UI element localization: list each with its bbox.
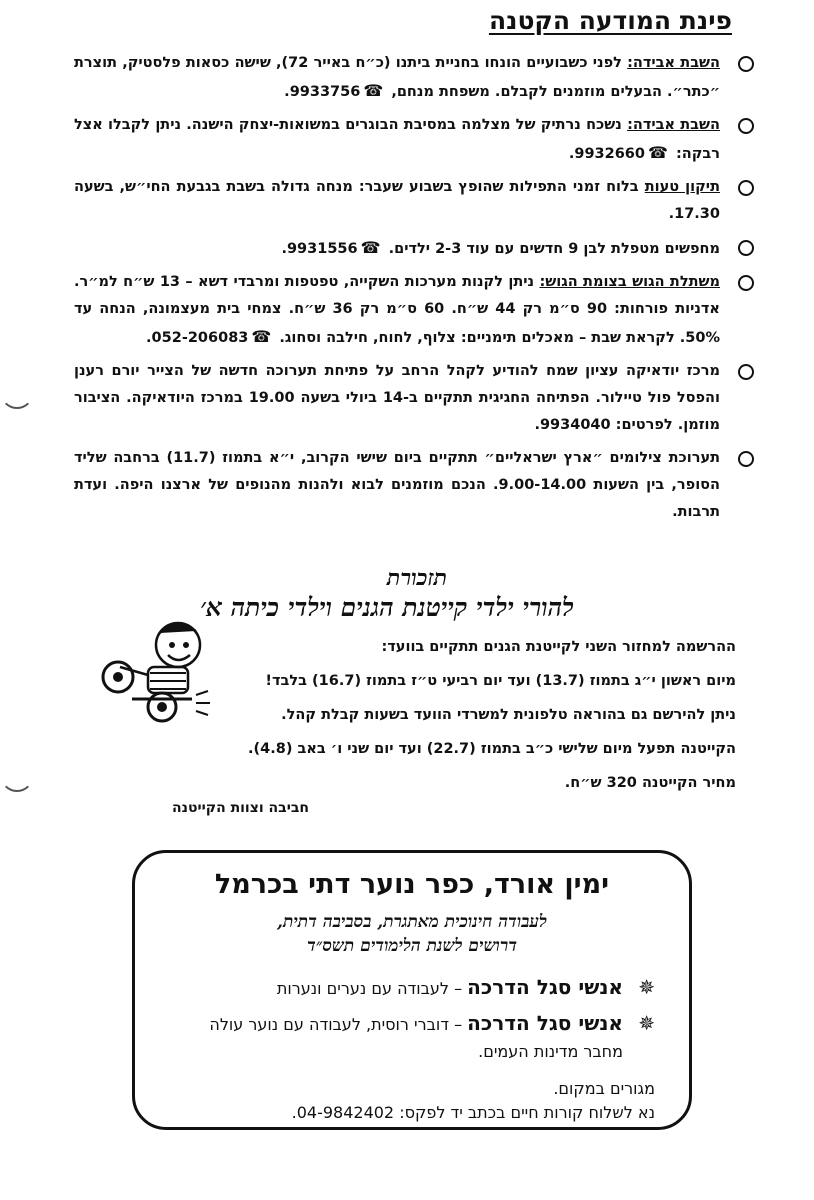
camp-line: הקייטנה תפעל מיום שלישי כ״ב בתמוז (22.7) ועד יום שני ו׳ באב (4.8). — [247, 741, 736, 757]
circle-bullet-icon — [738, 180, 754, 196]
punch-hole-mark — [0, 375, 34, 409]
telephone-icon: ☎ — [251, 327, 272, 346]
camp-notice-body — [136, 630, 736, 800]
ad-text: תערוכת צילומים ״ארץ ישראליים״ תתקיים ביום שישי הקרוב, י״א בתמוז (11.7) ברחבה שליד הסופר, בין השעות 9.00-14.00. הנכם מוזמנים לבוא ולהנות מהנופים של ארצנו היפה. ועדת תרבות. — [74, 450, 721, 520]
ad-heading: השבת אבידה: — [627, 55, 720, 71]
punch-hole-mark — [0, 758, 34, 792]
camp-line: ניתן להירשם גם בהוראה טלפונית למשרדי הוועד בשעות קבלת קהל. — [281, 707, 736, 723]
ad-phone: 052-206083. — [146, 330, 249, 346]
circle-bullet-icon — [738, 118, 754, 134]
job-positions-list — [169, 974, 655, 1065]
ad-phone: 9933756. — [284, 84, 361, 100]
telephone-icon: ☎ — [363, 81, 384, 100]
ad-item — [74, 234, 754, 263]
ad-item — [74, 112, 754, 168]
telephone-icon: ☎ — [360, 238, 381, 257]
job-contact-line: נא לשלוח קורות חיים בכתב יד לפקס: 04-9842402. — [291, 1103, 655, 1122]
job-role: אנשי סגל הדרכה — [467, 1011, 623, 1035]
camp-signature: חביבה וצוות הקייטנה — [172, 800, 309, 816]
circle-bullet-icon — [738, 451, 754, 467]
job-ad-subtitle: לעבודה חינוכית מאתגרת, בסביבה דתית, — [277, 912, 547, 932]
ad-item — [74, 358, 754, 439]
ad-text: בלוח זמני התפילות שהופץ בשבוע שעבר: מנחה גדולה בשבת בגבעת החי״ש, בשעה 17.30. — [74, 179, 720, 222]
ad-item — [74, 269, 754, 352]
job-ad-subtitle: דרושים לשנת הלימודים תשס״ד — [306, 936, 518, 956]
job-advertisement-box — [132, 850, 692, 1130]
circle-bullet-icon — [738, 364, 754, 380]
job-role-description: – דוברי רוסית, לעבודה עם נוער עולה מחבר מדינות העמים. — [209, 1015, 623, 1061]
ad-text: מחפשים מטפלת לבן 9 חדשים עם עוד 2-3 ילדים. — [388, 241, 720, 257]
camp-line: ההרשמה למחזור השני לקייטנת הגנים תתקיים בוועד: — [381, 639, 736, 655]
ad-item — [74, 174, 754, 228]
ad-heading: השבת אבידה: — [627, 117, 720, 133]
ad-heading: תיקון טעות — [644, 179, 720, 195]
asterisk-bullet-icon: ✵ — [638, 975, 655, 999]
job-housing-note: מגורים במקום. — [553, 1079, 655, 1098]
ad-text: ניתן לקנות מערכות השקייה, טפטפות ומרבדי דשא – 13 ש״ח למ״ר. אדניות פורחות: 90 ס״מ רק 44 ש״ח. 60 ס״מ רק 36 ש״ח. צמחי בית מעצמונה, הנחה עד 50%. לקראת שבת – מאכלים תימניים: צלוף, לחוח, חילבה וסחוג. — [74, 274, 720, 346]
camp-reminder-heading: תזכורת — [386, 565, 448, 591]
ad-phone: 9931556. — [281, 241, 358, 257]
circle-bullet-icon — [738, 56, 754, 72]
classified-ads-list — [74, 50, 754, 532]
ad-phone: 9932660. — [568, 146, 645, 162]
circle-bullet-icon — [738, 275, 754, 291]
job-position-item — [169, 1010, 655, 1065]
page-title: פינת המודעה הקטנה — [488, 6, 732, 35]
circle-bullet-icon — [738, 240, 754, 256]
ad-text: מרכז יודאיקה עציון שמח להודיע לקהל הרחב על פתיחת תערוכה חדשה של הצייר יורם רענן והפסל פול טיילור. הפתיחה החגיגית תתקיים ב-14 ביולי בשעה 19.00 במרכז היודאיקה. הציבור מוזמן. לפרטים: 9934040. — [74, 363, 720, 433]
ad-heading: משתלת הגוש בצומת הגוש: — [539, 274, 720, 290]
ad-item — [74, 445, 754, 526]
camp-line: מיום ראשון י״ג בתמוז (13.7) ועד יום רביעי ט״ז בתמוז (16.7) בלבד! — [265, 673, 736, 689]
job-position-item — [169, 974, 655, 1002]
job-ad-title: ימין אורד, כפר נוער דתי בכרמל — [214, 869, 610, 900]
asterisk-bullet-icon: ✵ — [638, 1011, 655, 1035]
ad-item — [74, 50, 754, 106]
ad-text: נשכח נרתיק של מצלמה במסיבת הבוגרים במשואות-יצחק הישנה. ניתן לקבלו אצל רבקה: — [74, 117, 720, 162]
job-role-description: – לעבודה עם נערים ונערות — [276, 979, 468, 998]
job-role: אנשי סגל הדרכה — [467, 975, 623, 999]
ad-text: לפני כשבועיים הונחו בחניית ביתנו (כ״ח באייר 72), שישה כסאות פלסטיק, תוצרת ״כתר״. הבעלים מוזמנים לקבלם. משפחת מנחם, — [74, 55, 720, 100]
camp-audience-heading: להורי ילדי קייטנת הגנים וילדי כיתה א׳ — [200, 593, 574, 622]
camp-line: מחיר הקייטנה 320 ש״ח. — [564, 775, 736, 791]
telephone-icon: ☎ — [647, 143, 668, 162]
